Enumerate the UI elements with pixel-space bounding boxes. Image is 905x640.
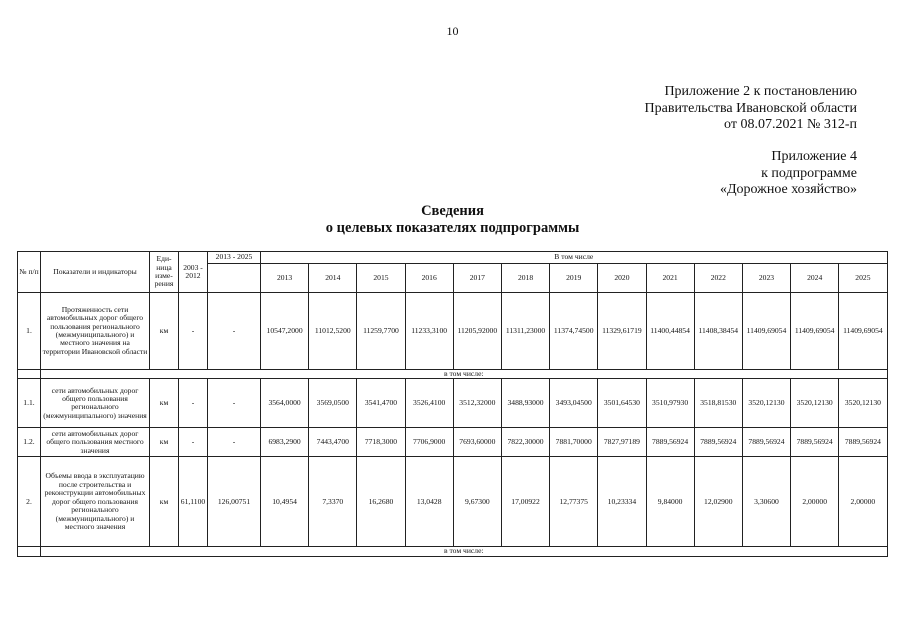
year-value: 7,3370 xyxy=(309,457,357,547)
year-value: 11329,61719 xyxy=(598,293,646,370)
year-value: 3520,12130 xyxy=(839,379,887,428)
year-value: 7443,4700 xyxy=(309,428,357,457)
year-value: 2,00000 xyxy=(791,457,839,547)
header-year: 2014 xyxy=(309,264,357,293)
appendix-sub xyxy=(720,149,857,199)
year-value: 3541,4700 xyxy=(357,379,405,428)
year-value: 7889,56924 xyxy=(742,428,790,457)
year-value: 16,2680 xyxy=(357,457,405,547)
table-row xyxy=(18,379,888,428)
year-value: 11311,23000 xyxy=(501,293,549,370)
period-2013-2025-value: 126,00751 xyxy=(208,457,261,547)
year-value: 11259,7700 xyxy=(357,293,405,370)
subheading-label: в том числе: xyxy=(41,547,888,556)
row-num: 1.1. xyxy=(18,379,41,428)
appendix-main-line3: от 08.07.2021 № 312-п xyxy=(724,117,857,132)
year-value: 7706,9000 xyxy=(405,428,453,457)
header-year: 2020 xyxy=(598,264,646,293)
year-value: 11409,69054 xyxy=(791,293,839,370)
indicator-name: сети автомобильных дорог общего пользования местного значения xyxy=(41,428,150,457)
year-value: 7827,97189 xyxy=(598,428,646,457)
indicator-name: Протяженность сети автомобильных дорог общего пользования регионального (межмуниципального) и местного значения на территории Ивановской области xyxy=(41,293,150,370)
year-value: 2,00000 xyxy=(839,457,887,547)
header-year: 2017 xyxy=(453,264,501,293)
title-line2: о целевых показателях подпрограммы xyxy=(325,220,580,236)
year-value: 7889,56924 xyxy=(694,428,742,457)
indicator-name: Объемы ввода в эксплуатацию после строительства и реконструкции автомобильных дорог общего пользования регионального (межмуниципального) и местного значения xyxy=(41,457,150,547)
indicators-table xyxy=(17,251,888,557)
year-value: 7889,56924 xyxy=(791,428,839,457)
header-2003-2012: 2003 - 2012 xyxy=(179,252,208,293)
period-2013-2025-value: - xyxy=(208,428,261,457)
header-2013-2025: 2013 - 2025 xyxy=(208,252,261,264)
row-num xyxy=(18,547,41,556)
header-blank xyxy=(208,264,261,293)
year-value: 7822,30000 xyxy=(501,428,549,457)
period-2003-2012-value: - xyxy=(179,379,208,428)
table-row xyxy=(18,457,888,547)
header-year: 2019 xyxy=(550,264,598,293)
header-year: 2018 xyxy=(501,264,549,293)
year-value: 3,30600 xyxy=(742,457,790,547)
header-year: 2023 xyxy=(742,264,790,293)
year-value: 10,4954 xyxy=(261,457,309,547)
row-num: 1. xyxy=(18,293,41,370)
row-num xyxy=(18,370,41,379)
header-year: 2015 xyxy=(357,264,405,293)
appendix-sub-line1: Приложение 4 xyxy=(771,149,857,164)
title-line1: Сведения xyxy=(421,203,484,219)
table-row xyxy=(18,293,888,370)
year-value: 3520,12130 xyxy=(791,379,839,428)
header-unit: Еди-ница изме-рения xyxy=(150,252,179,293)
row-num: 1.2. xyxy=(18,428,41,457)
year-value: 11233,3100 xyxy=(405,293,453,370)
year-value: 3512,32000 xyxy=(453,379,501,428)
header-year: 2013 xyxy=(261,264,309,293)
unit-cell: км xyxy=(150,293,179,370)
year-value: 10547,2000 xyxy=(261,293,309,370)
header-row-1 xyxy=(18,252,888,264)
year-value: 11409,69054 xyxy=(742,293,790,370)
document-title xyxy=(0,203,905,237)
header-year: 2022 xyxy=(694,264,742,293)
year-value: 17,00922 xyxy=(501,457,549,547)
year-value: 11012,5200 xyxy=(309,293,357,370)
year-value: 11409,69054 xyxy=(839,293,887,370)
year-value: 7881,70000 xyxy=(550,428,598,457)
subheading-label: в том числе: xyxy=(41,370,888,379)
year-value: 3510,97930 xyxy=(646,379,694,428)
year-value: 7889,56924 xyxy=(646,428,694,457)
year-value: 11408,38454 xyxy=(694,293,742,370)
year-value: 7718,3000 xyxy=(357,428,405,457)
header-year: 2021 xyxy=(646,264,694,293)
appendix-sub-line2: к подпрограмме xyxy=(761,165,857,181)
table-row xyxy=(18,428,888,457)
year-value: 3564,0000 xyxy=(261,379,309,428)
year-value: 3569,0500 xyxy=(309,379,357,428)
year-value: 11374,74500 xyxy=(550,293,598,370)
period-2003-2012-value: - xyxy=(179,293,208,370)
year-value: 11400,44854 xyxy=(646,293,694,370)
year-value: 11205,92000 xyxy=(453,293,501,370)
header-name: Показатели и индикаторы xyxy=(41,252,150,293)
period-2003-2012-value: 61,1100 xyxy=(179,457,208,547)
row-num: 2. xyxy=(18,457,41,547)
header-including: В том числе xyxy=(261,252,888,264)
year-value: 12,77375 xyxy=(550,457,598,547)
year-value: 3501,64530 xyxy=(598,379,646,428)
appendix-main-line1: Приложение 2 к постановлению xyxy=(664,84,857,99)
header-year: 2025 xyxy=(839,264,887,293)
appendix-main-line2: Правительства Ивановской области xyxy=(644,100,857,116)
year-value: 7889,56924 xyxy=(839,428,887,457)
year-value: 7693,60000 xyxy=(453,428,501,457)
year-value: 3488,93000 xyxy=(501,379,549,428)
header-year: 2024 xyxy=(791,264,839,293)
subheading-row xyxy=(18,547,888,556)
year-value: 10,23334 xyxy=(598,457,646,547)
subheading-row xyxy=(18,370,888,379)
unit-cell: км xyxy=(150,379,179,428)
unit-cell: км xyxy=(150,457,179,547)
appendix-sub-line3: «Дорожное хозяйство» xyxy=(719,182,857,197)
year-value: 3526,4100 xyxy=(405,379,453,428)
year-value: 13,0428 xyxy=(405,457,453,547)
year-value: 9,67300 xyxy=(453,457,501,547)
year-value: 6983,2900 xyxy=(261,428,309,457)
appendix-main xyxy=(645,84,857,134)
header-num: № п/п xyxy=(18,252,41,293)
unit-cell: км xyxy=(150,428,179,457)
period-2003-2012-value: - xyxy=(179,428,208,457)
indicator-name: сети автомобильных дорог общего пользования регионального (межмуниципального) значения xyxy=(41,379,150,428)
period-2013-2025-value: - xyxy=(208,293,261,370)
year-value: 12,02900 xyxy=(694,457,742,547)
period-2013-2025-value: - xyxy=(208,379,261,428)
header-year: 2016 xyxy=(405,264,453,293)
year-value: 3520,12130 xyxy=(742,379,790,428)
year-value: 3493,04500 xyxy=(550,379,598,428)
page-number: 10 xyxy=(446,24,459,38)
year-value: 9,84000 xyxy=(646,457,694,547)
year-value: 3518,81530 xyxy=(694,379,742,428)
